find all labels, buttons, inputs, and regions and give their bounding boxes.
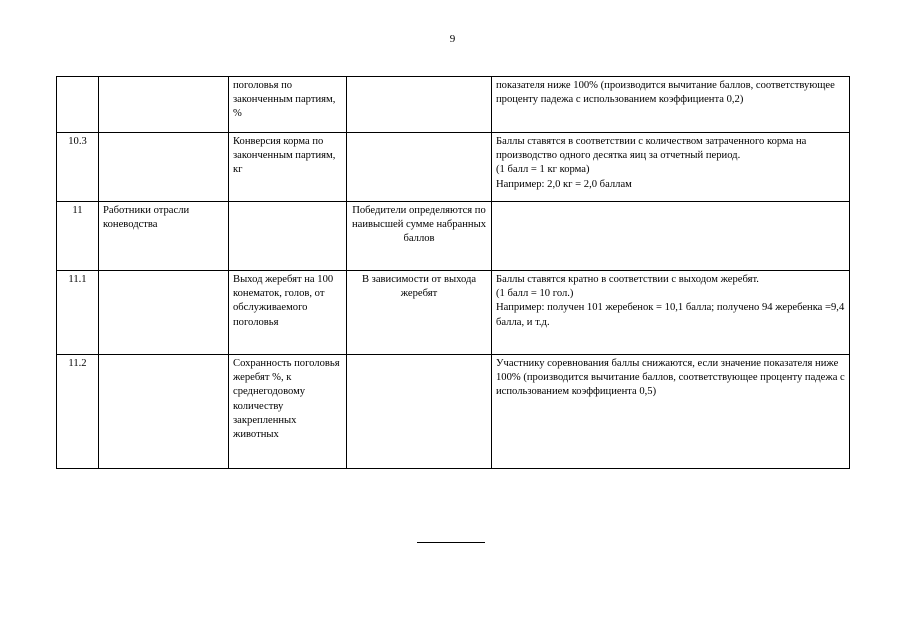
description-cell [492, 202, 850, 271]
indicator-cell: Сохранность поголовья жеребят %, к среднегодовому количеству закрепленных животных [229, 355, 347, 469]
row-number-cell: 10.3 [57, 133, 99, 202]
category-cell [99, 271, 229, 355]
description-line: Баллы ставятся в соответствии с количеством затраченного корма на производство одного десятка яиц за отчетный период. [496, 136, 807, 162]
table-row [57, 355, 850, 469]
category-cell [99, 77, 229, 133]
description-cell [492, 271, 850, 355]
description-line: Участнику соревнования баллы снижаются, если значение показателя ниже 100% (производится вычитание баллов, соответствующее проценту падежа с использованием коэффициента 0,5) [496, 358, 845, 398]
table-row [57, 77, 850, 133]
category-cell [99, 133, 229, 202]
page-number: 9 [449, 33, 456, 45]
description-cell [492, 77, 850, 133]
condition-cell: В зависимости от выхода жеребят [347, 271, 492, 355]
condition-cell [347, 355, 492, 469]
indicator-cell: поголовья по законченным партиям, % [229, 77, 347, 133]
description-line: (1 балл = 10 гол.) [496, 288, 574, 300]
description-cell [492, 355, 850, 469]
indicator-cell: Конверсия корма по законченным партиям, кг [229, 133, 347, 202]
description-line: (1 балл = 1 кг корма) [496, 164, 590, 176]
row-number-cell [57, 77, 99, 133]
description-line: Например: 2,0 кг = 2,0 баллам [496, 178, 632, 190]
table-row [57, 133, 850, 202]
description-line: показателя ниже 100% (производится вычитание баллов, соответствующее проценту падежа с использованием коэффициента 0,2) [496, 80, 835, 106]
footer-separator-line [417, 542, 485, 543]
description-cell [492, 133, 850, 202]
row-number-cell: 11 [57, 202, 99, 271]
row-number-cell: 11.2 [57, 355, 99, 469]
condition-cell [347, 133, 492, 202]
row-number-cell: 11.1 [57, 271, 99, 355]
criteria-table [56, 76, 850, 469]
indicator-cell [229, 202, 347, 271]
indicator-cell: Выход жеребят на 100 конематок, голов, от обслуживаемого поголовья [229, 271, 347, 355]
category-cell: Работники отрасли коневодства [99, 202, 229, 271]
table-row [57, 202, 850, 271]
condition-cell: Победители определяются по наивысшей сумме набранных баллов [347, 202, 492, 271]
description-line: Баллы ставятся кратно в соответствии с выходом жеребят. [496, 274, 759, 285]
condition-cell [347, 77, 492, 133]
table-row [57, 271, 850, 355]
description-line: Например: получен 101 жеребенок = 10,1 балла; получено 94 жеребенка =9,4 балла, и т.д. [496, 302, 845, 328]
category-cell [99, 355, 229, 469]
criteria-table-body [57, 77, 850, 469]
